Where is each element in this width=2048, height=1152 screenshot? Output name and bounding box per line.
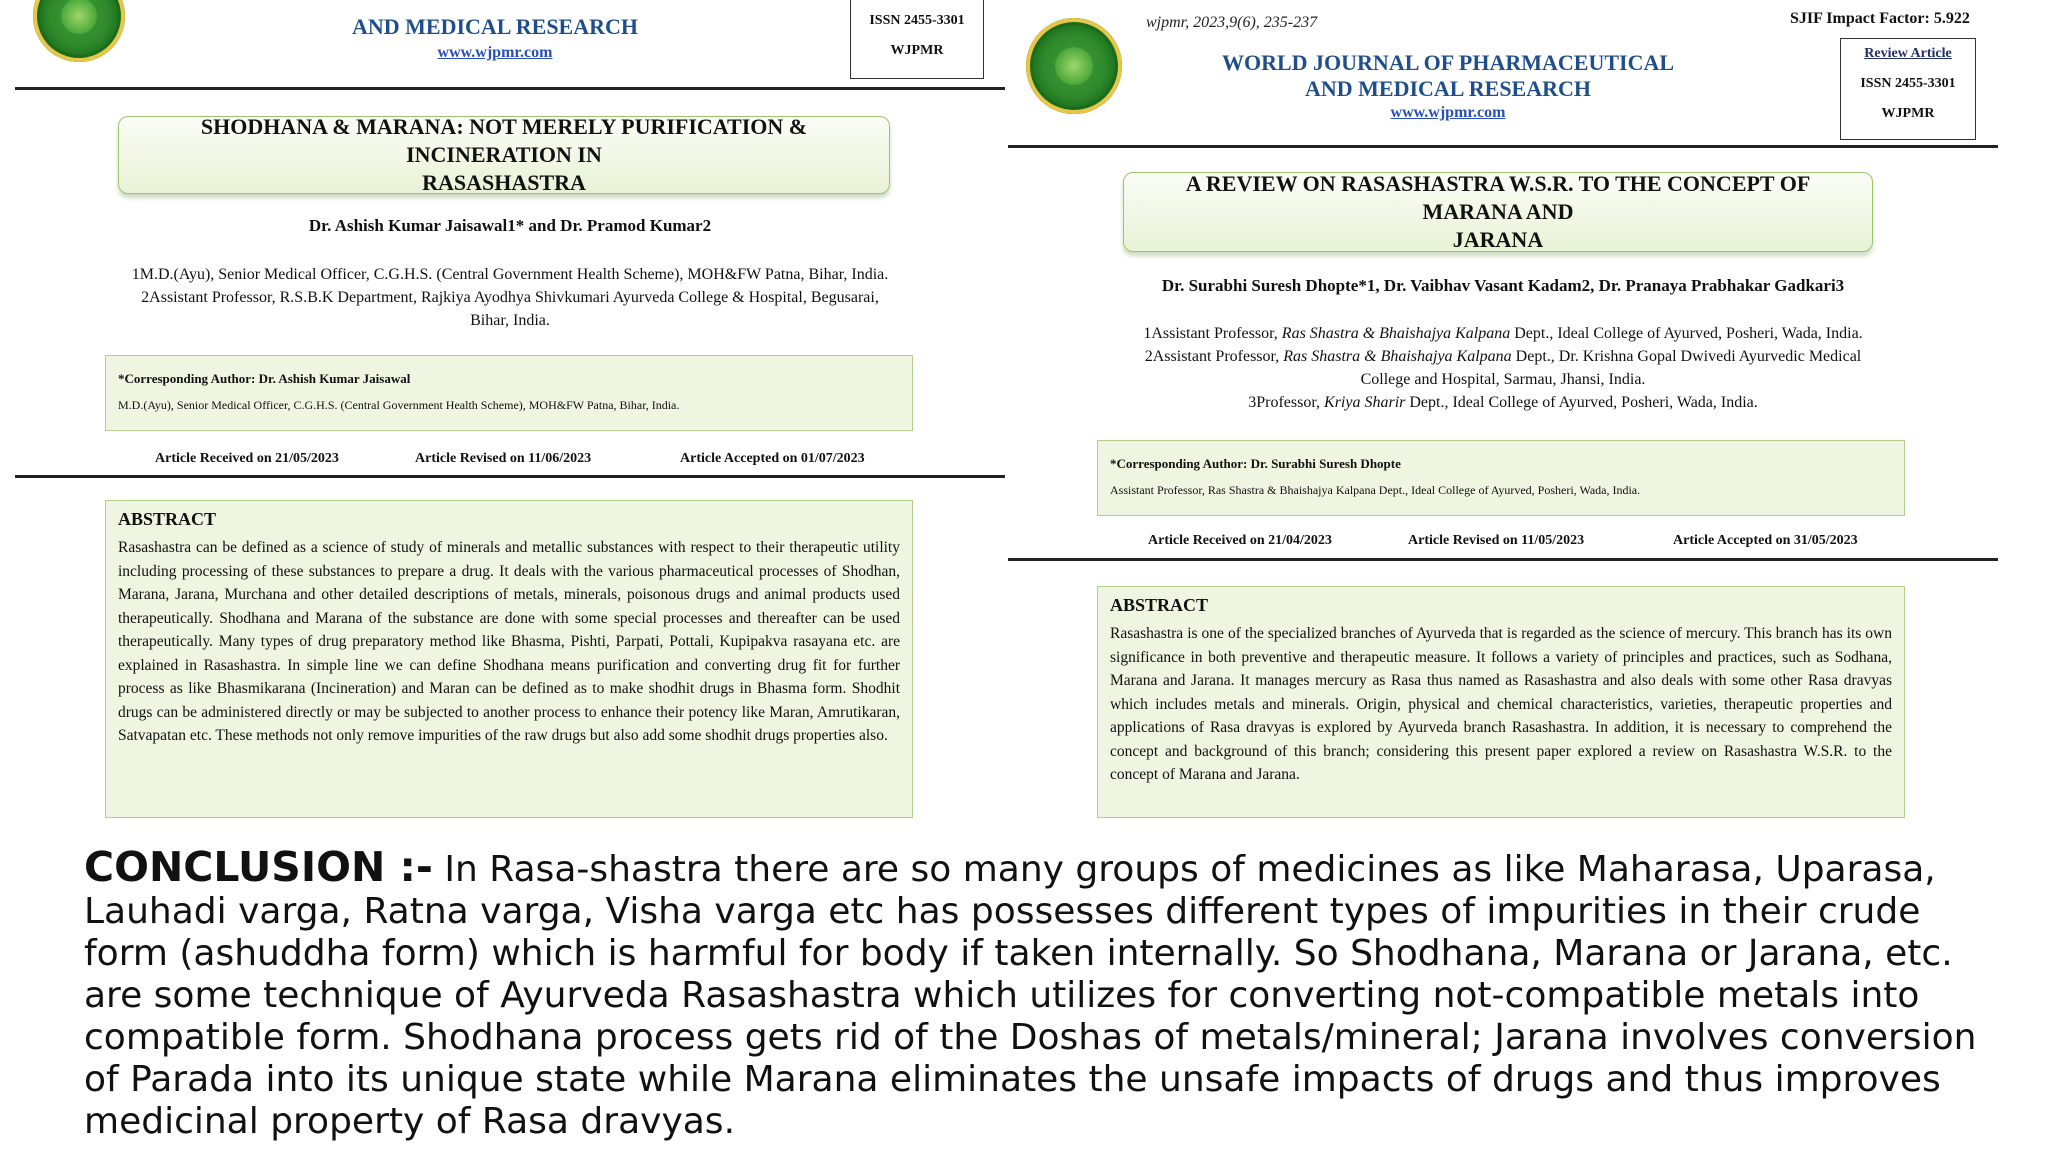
affiliation-2: 2Assistant Professor, R.S.B.K Department, Rajkiya Ayodhya Shivkumari Ayurveda College & Hospital, Begusarai, [141, 289, 879, 306]
corresponding-affiliation: M.D.(Ayu), Senior Medical Officer, C.G.H.S. (Central Government Health Scheme), MOH&FW Patna, Bihar, India. [118, 398, 680, 412]
issn: ISSN 2455-3301 [869, 13, 965, 28]
abstract-heading: ABSTRACT [118, 509, 217, 529]
affiliations [1048, 322, 1958, 414]
authors: Dr. Ashish Kumar Jaisawal1* and Dr. Pramod Kumar2 [308, 216, 712, 235]
affiliation-1: 1M.D.(Ayu), Senior Medical Officer, C.G.H.S. (Central Government Health Scheme), MOH&FW Patna, Bihar, India. [131, 266, 889, 283]
journal-code: WJPMR [1881, 106, 1935, 121]
date-received: Article Received on 21/04/2023 [1148, 533, 1332, 548]
article-type: Review Article [1864, 46, 1952, 61]
affiliation-2-cont: College and Hospital, Sarmau, Jhansi, India. [1360, 371, 1646, 388]
corresponding-author-box [105, 355, 913, 431]
journal-url[interactable]: www.wjpmr.com [437, 44, 553, 61]
authors: Dr. Surabhi Suresh Dhopte*1, Dr. Vaibhav Vasant Kadam2, Dr. Pranaya Prabhakar Gadkari3 [1161, 276, 1845, 295]
corresponding-affiliation: Assistant Professor, Ras Shastra & Bhaishajya Kalpana Dept., Ideal College of Ayurved, Posheri, Wada, India. [1110, 483, 1641, 497]
impact-factor: SJIF Impact Factor: 5.922 [1790, 10, 1970, 27]
date-accepted: Article Accepted on 01/07/2023 [680, 451, 865, 466]
corresponding-author: *Corresponding Author: Dr. Ashish Kumar Jaisawal [118, 371, 411, 386]
journal-title-line-1: WORLD JOURNAL OF PHARMACEUTICAL [1221, 50, 1675, 75]
abstract-heading: ABSTRACT [1110, 595, 1209, 615]
article-title-line-1: SHODHANA & MARANA: NOT MERELY PURIFICATION & INCINERATION IN [200, 114, 808, 167]
article-title-line-2: RASASHASTRA [422, 170, 586, 195]
corresponding-author-box [1097, 440, 1905, 516]
header-rule [1008, 145, 1998, 148]
journal-logo [33, 0, 125, 62]
affiliation-2: 2Assistant Professor, Ras Shastra & Bhaishajya Kalpana Dept., Dr. Krishna Gopal Dwivedi Ayurvedic Medical [1144, 348, 1862, 365]
journal-url[interactable]: www.wjpmr.com [1390, 104, 1506, 121]
date-revised: Article Revised on 11/06/2023 [415, 451, 592, 466]
corresponding-author: *Corresponding Author: Dr. Surabhi Suresh Dhopte [1110, 456, 1401, 471]
date-received: Article Received on 21/05/2023 [155, 451, 339, 466]
affiliation-3: Bihar, India. [470, 312, 550, 329]
header-rule [15, 87, 1005, 90]
abstract-box [105, 500, 913, 818]
affiliation-3: 3Professor, Kriya Sharir Dept., Ideal College of Ayurved, Posheri, Wada, India. [1248, 394, 1758, 411]
dates-rule [1008, 558, 1998, 561]
conclusion-label: CONCLUSION :- [84, 843, 433, 891]
article-title-line-1: A REVIEW ON RASASHASTRA W.S.R. TO THE CONCEPT OF MARANA AND [1185, 171, 1811, 224]
date-accepted: Article Accepted on 31/05/2023 [1673, 533, 1858, 548]
citation: wjpmr, 2023,9(6), 235-237 [1146, 14, 1318, 31]
issn-box [1840, 38, 1976, 140]
conclusion-paragraph [84, 843, 2014, 1143]
journal-code: WJPMR [890, 43, 944, 58]
journal-title: AND MEDICAL RESEARCH [351, 14, 639, 39]
journal-title-line-2: AND MEDICAL RESEARCH [1304, 76, 1592, 101]
dates-rule [15, 475, 1005, 478]
abstract-box [1097, 586, 1905, 818]
abstract-text: Rasashastra can be defined as a science of study of minerals and metallic substances with respect to their therapeutic utility including processing of these substances to prepare a drug. It deals with the various pharmaceutical processes of Shodhan, Marana, Jarana, Murchana and other detailed descriptions of metals, minerals, poisonous drugs and animal products used therapeutically. Shodhana and Marana of the substance are done with some special processes and thereafter can be used therapeutically. Many types of drug preparatory method like Bhasma, Pishti, Parpati, Pottali, Kupipakva rasayana etc. are explained in Rasashastra. In simple line we can define Shodhana means purification and converting drug fit for further process as like Bhasmikarana (Incineration) and Maran can be defined as to make shodhit drugs in Bhasma form. Shodhit drugs can be administered directly or may be subjected to another process to enhance their potency like Maran, Amrutikaran, Satvapatan etc. These methods not only remove impurities of the raw drugs but also add some shodhit drugs properties also. [118, 539, 900, 744]
abstract-text: Rasashastra is one of the specialized branches of Ayurveda that is regarded as the science of mercury. This branch has its own significance in both preventive and therapeutic measure. It follows a variety of principles and practices, such as Sodhana, Marana and Jarana. It manages mercury as Rasa thus named as Rasashastra and also deals with some other Rasa dravyas which includes metals and minerals. Origin, physical and chemical characteristics, varieties, therapeutic properties and applications of Rasa dravyas is explored by Ayurveda branch Rasashastra. In addition, it is necessary to comprehend the concept and background of this branch; considering this present paper explored a review on Rasashastra W.S.R. to the concept of Marana and Jarana. [1110, 625, 1892, 783]
article-title-box [118, 116, 890, 194]
issn-box [850, 0, 984, 79]
right-paper-screenshot [1008, 0, 1998, 820]
left-paper-screenshot [15, 0, 1005, 820]
journal-title [1178, 50, 1718, 102]
journal-logo [1026, 18, 1122, 114]
date-revised: Article Revised on 11/05/2023 [1408, 533, 1585, 548]
article-title-box [1123, 172, 1873, 252]
issn: ISSN 2455-3301 [1860, 76, 1956, 91]
affiliation-1: 1Assistant Professor, Ras Shastra & Bhaishajya Kalpana Dept., Ideal College of Ayurved, Posheri, Wada, India. [1143, 325, 1863, 342]
conclusion-text: In Rasa-shastra there are so many groups of medicines as like Maharasa, Uparasa, Lauhadi varga, Ratna varga, Visha varga etc has possesses different types of impurities in their crude form (ashuddha form) which is harmful for body if taken internally. So Shodhana, Marana or Jarana, etc. are some technique of Ayurveda Rasashastra which utilizes for converting not-compatible metals into compatible form. Shodhana process gets rid of the Doshas of metals/mineral; Jarana involves conversion of Parada into its unique state while Marana eliminates the unsafe impacts of drugs and thus improves medicinal property of Rasa dravyas. [84, 849, 1977, 1142]
affiliations [55, 263, 965, 332]
article-title-line-2: JARANA [1452, 227, 1544, 252]
